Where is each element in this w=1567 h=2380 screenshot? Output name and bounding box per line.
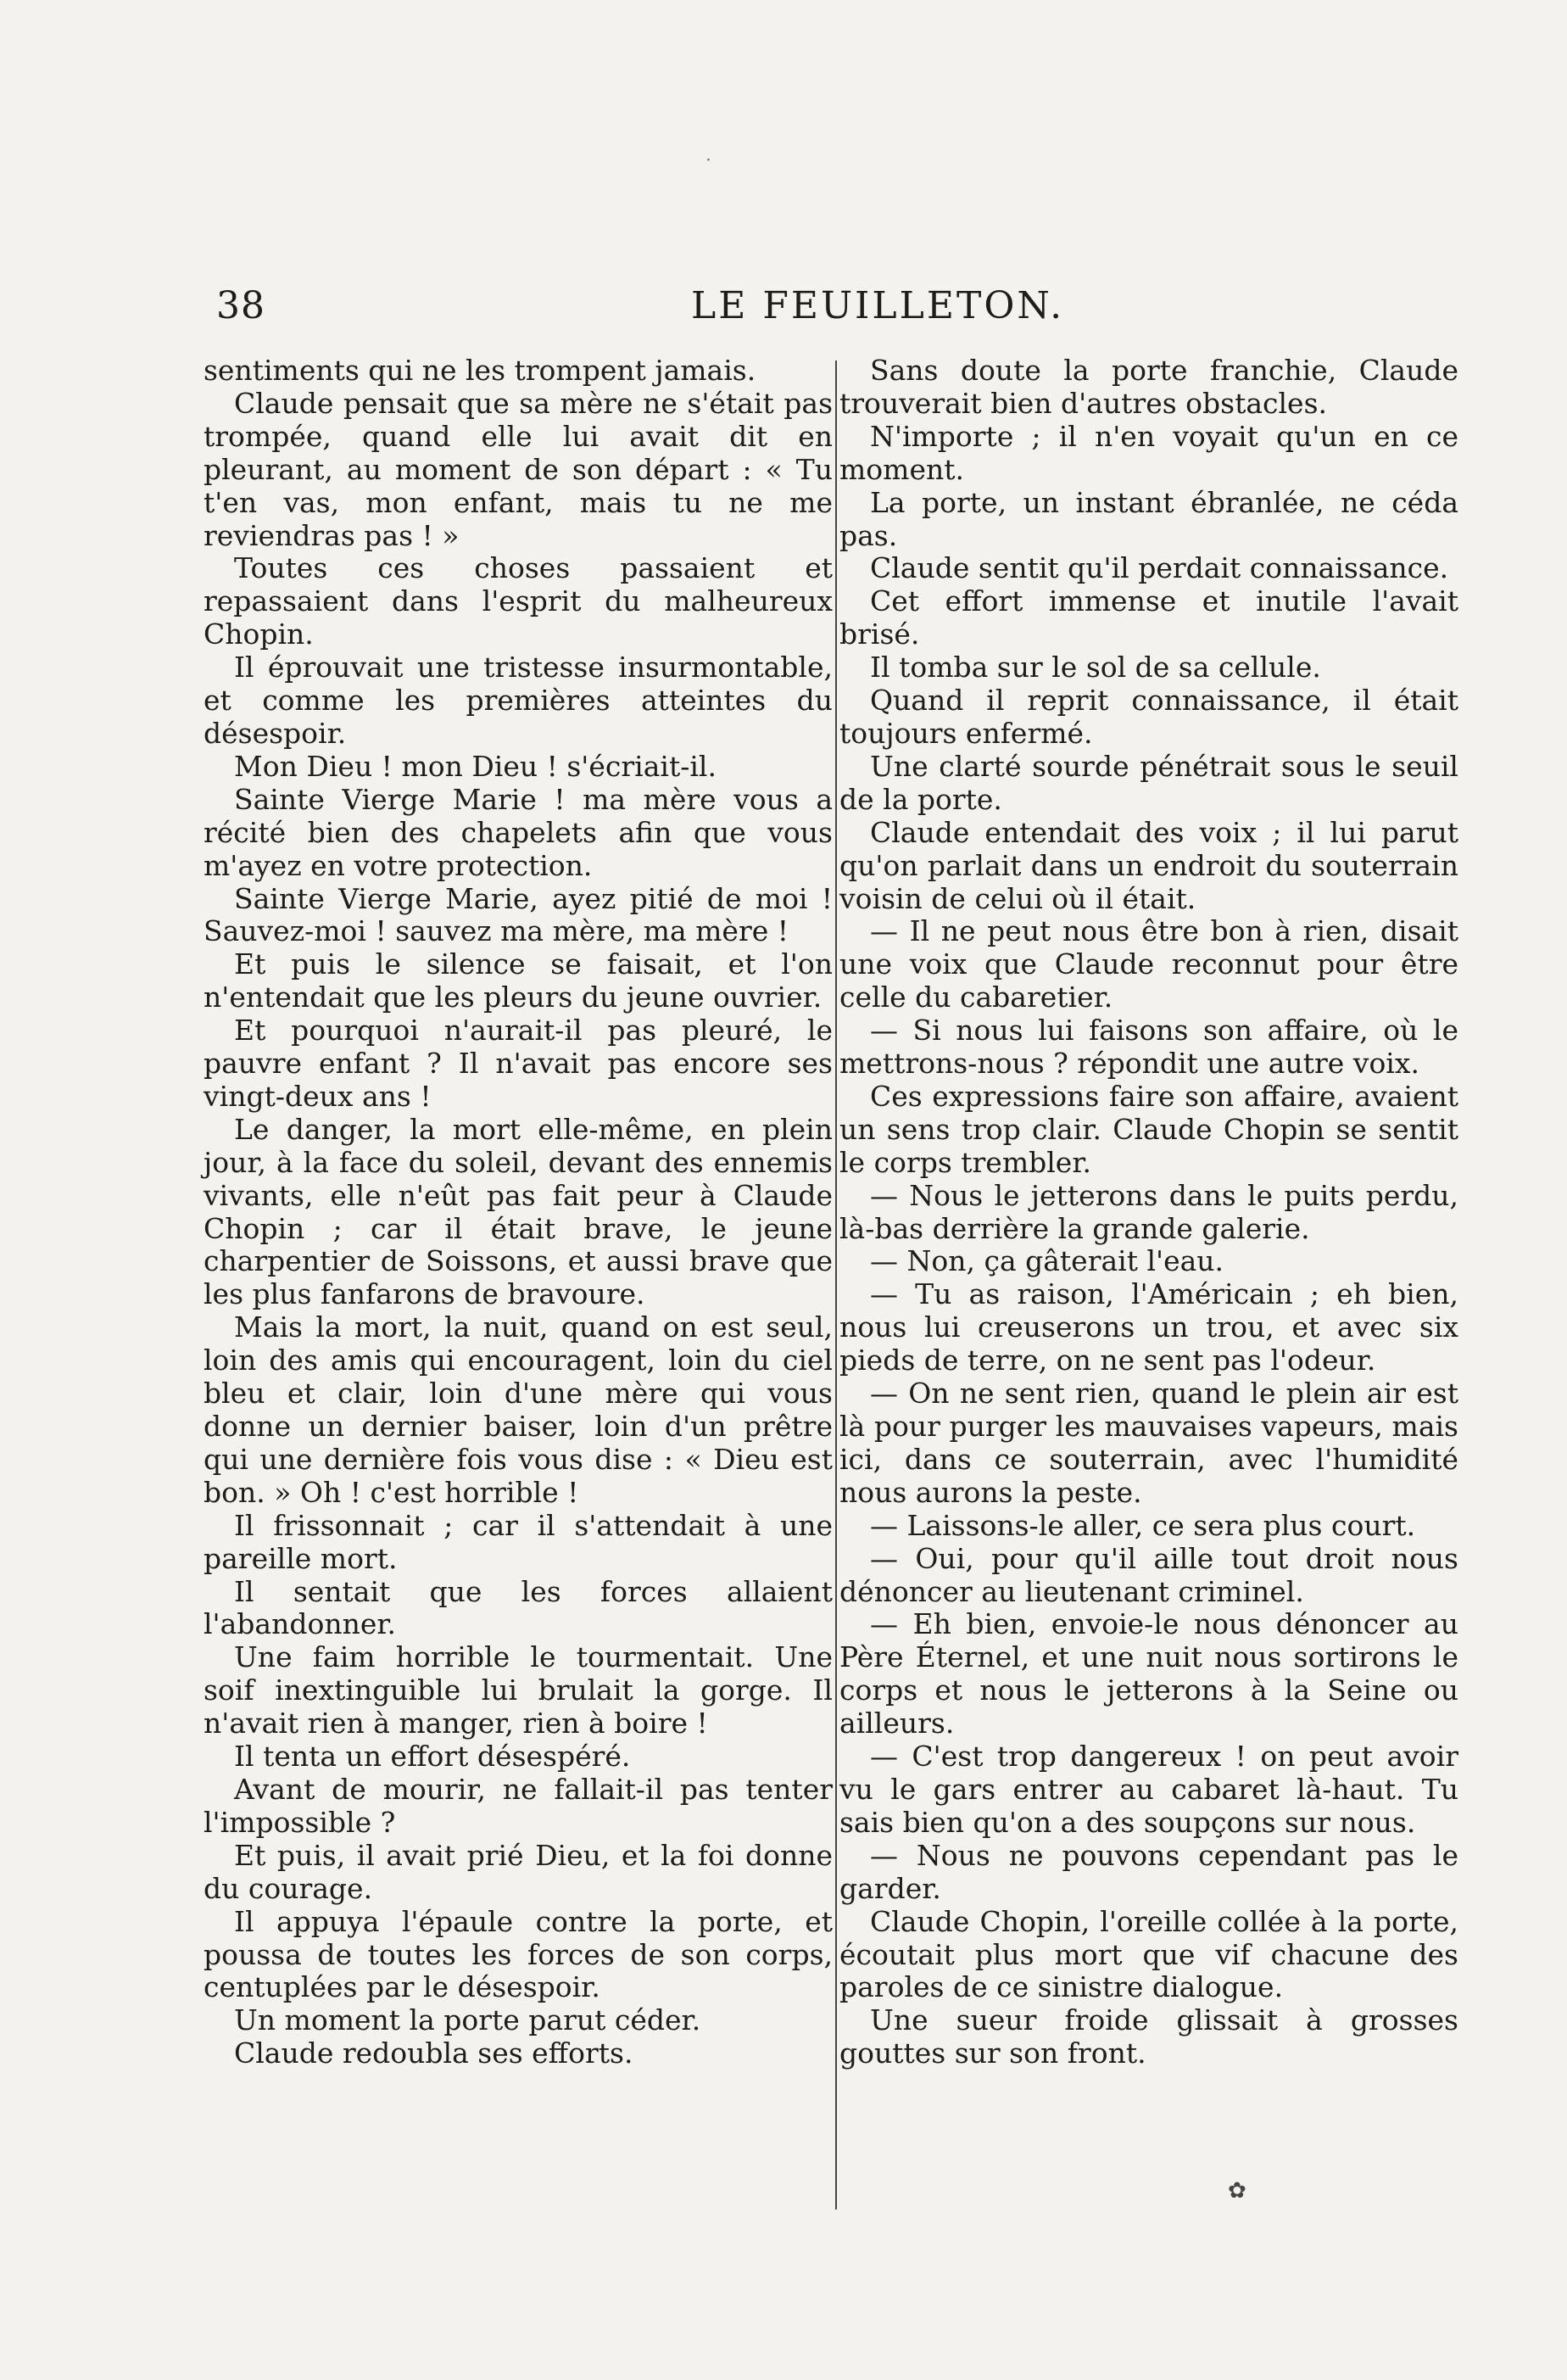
ink-speck: ˙ (704, 157, 713, 178)
paragraph: Une sueur froide glissait à grosses gouttes sur son front. (839, 2003, 1458, 2070)
paragraph: Une faim horrible le tourmentait. Une soif inextinguible lui brulait la gorge. Il n'avait rien à manger, rien à boire ! (204, 1640, 833, 1740)
paragraph: Claude pensait que sa mère ne s'était pas trompée, quand elle lui avait dit en pleurant, au moment de son départ : « Tu t'en vas, mon enfant, mais tu ne me reviendras pas ! » (204, 386, 833, 552)
paragraph: Le danger, la mort elle-même, en plein jour, à la face du soleil, devant des ennemis vivants, elle n'eût pas fait peur à Claude Chopin ; car il était brave, le jeune charpentier de Soissons, et aussi brave que les plus fanfarons de bravoure. (204, 1112, 833, 1311)
paragraph: Il éprouvait une tristesse insurmontable, et comme les premières atteintes du désespoir. (204, 651, 833, 750)
ornament-mark: ✿ (1228, 2178, 1246, 2204)
paragraph: Claude redoubla ses efforts. (234, 2036, 633, 2070)
paragraph: Et puis, il avait prié Dieu, et la foi donne du courage. (204, 1838, 833, 1905)
paragraph: Sainte Vierge Marie, ayez pitié de moi ! Sauvez-moi ! sauvez ma mère, ma mère ! (204, 881, 833, 948)
paragraph: — Eh bien, envoie-le nous dénoncer au Père Éternel, et une nuit nous sortirons le corps et nous le jetterons à la Seine ou ailleurs. (839, 1607, 1458, 1740)
paragraph: Ces expressions faire son affaire, avaient un sens trop clair. Claude Chopin se sentit le corps trembler. (839, 1079, 1458, 1179)
right-column (839, 355, 1458, 2070)
paragraph: La porte, un instant ébranlée, ne céda pas. (839, 485, 1458, 552)
paragraph: — C'est trop dangereux ! on peut avoir vu le gars entrer au cabaret là-haut. Tu sais bien qu'on a des soupçons sur nous. (839, 1740, 1458, 1839)
paragraph: Il appuya l'épaule contre la porte, et poussa de toutes les forces de son corps, centuplées par le désespoir. (204, 1904, 833, 2004)
page-number: 38 (216, 284, 265, 327)
paragraph: Avant de mourir, ne fallait-il pas tenter l'impossible ? (204, 1772, 833, 1839)
paragraph: Sans doute la porte franchie, Claude trouverait bien d'autres obstacles. (839, 354, 1458, 420)
paragraph: Quand il reprit connaissance, il était toujours enfermé. (839, 684, 1458, 750)
paragraph: Il frissonnait ; car il s'attendait à une pareille mort. (204, 1508, 833, 1575)
paragraph: Sainte Vierge Marie ! ma mère vous a récité bien des chapelets afin que vous m'ayez en votre protection. (204, 782, 833, 882)
paragraph: Claude entendait des voix ; il lui parut qu'on parlait dans un endroit du souterrain voisin de celui où il était. (839, 815, 1458, 915)
column-divider (835, 360, 837, 2210)
paragraph: Et pourquoi n'aurait-il pas pleuré, le pauvre enfant ? Il n'avait pas encore ses vingt-deux ans ! (204, 1014, 833, 1113)
paragraph: Mon Dieu ! mon Dieu ! s'écriait-il. (234, 749, 717, 783)
paragraph: — Tu as raison, l'Américain ; eh bien, nous lui creuserons un trou, et avec six pieds de terre, on ne sent pas l'odeur. (839, 1277, 1458, 1377)
paragraph: Cet effort immense et inutile l'avait brisé. (839, 584, 1458, 651)
paragraph: Claude Chopin, l'oreille collée à la porte, écoutait plus mort que vif chacune des paroles de ce sinistre dialogue. (839, 1904, 1458, 2004)
paragraph: — Il ne peut nous être bon à rien, disait une voix que Claude reconnut pour être celle du cabaretier. (839, 914, 1458, 1014)
paragraph: Il sentait que les forces allaient l'abandonner. (204, 1574, 833, 1641)
paragraph: Mais la mort, la nuit, quand on est seul, loin des amis qui encouragent, loin du ciel bleu et clair, loin d'une mère qui vous donne un dernier baiser, loin d'un prêtre qui une dernière fois vous dise : « Dieu est bon. » Oh ! c'est horrible ! (204, 1310, 833, 1509)
paragraph: — Nous ne pouvons cependant pas le garder. (839, 1838, 1458, 1905)
paragraph: Une clarté sourde pénétrait sous le seuil de la porte. (839, 749, 1458, 816)
paragraph: Il tenta un effort désespéré. (234, 1740, 631, 1774)
paragraph: Il tomba sur le sol de sa cellule. (870, 651, 1321, 684)
paragraph: — Non, ça gâterait l'eau. (870, 1244, 1224, 1278)
paragraph: — Laissons-le aller, ce sera plus court. (870, 1508, 1416, 1542)
paragraph: Toutes ces choses passaient et repassaient dans l'esprit du malheureux Chopin. (204, 551, 833, 651)
left-column (204, 355, 833, 2070)
paragraph: Un moment la porte parut céder. (234, 2003, 701, 2037)
header-title: LE FEUILLETON. (691, 284, 1065, 327)
paragraph: Et puis le silence se faisait, et l'on n'entendait que les pleurs du jeune ouvrier. (204, 947, 833, 1014)
paragraph: — Oui, pour qu'il aille tout droit nous dénoncer au lieutenant criminel. (839, 1541, 1458, 1608)
paragraph: sentiments qui ne les trompent jamais. (204, 354, 756, 387)
paragraph: Claude sentit qu'il perdait connaissance. (870, 551, 1449, 585)
paragraph: N'importe ; il n'en voyait qu'un en ce moment. (839, 419, 1458, 486)
paragraph: — Si nous lui faisons son affaire, où le mettrons-nous ? répondit une autre voix. (839, 1014, 1458, 1081)
running-head (216, 284, 1480, 344)
paragraph: — On ne sent rien, quand le plein air est là pour purger les mauvaises vapeurs, mais ici, dans ce souterrain, avec l'humidité nous aurons la peste. (839, 1377, 1458, 1509)
paragraph: — Nous le jetterons dans le puits perdu, là-bas derrière la grande galerie. (839, 1178, 1458, 1245)
